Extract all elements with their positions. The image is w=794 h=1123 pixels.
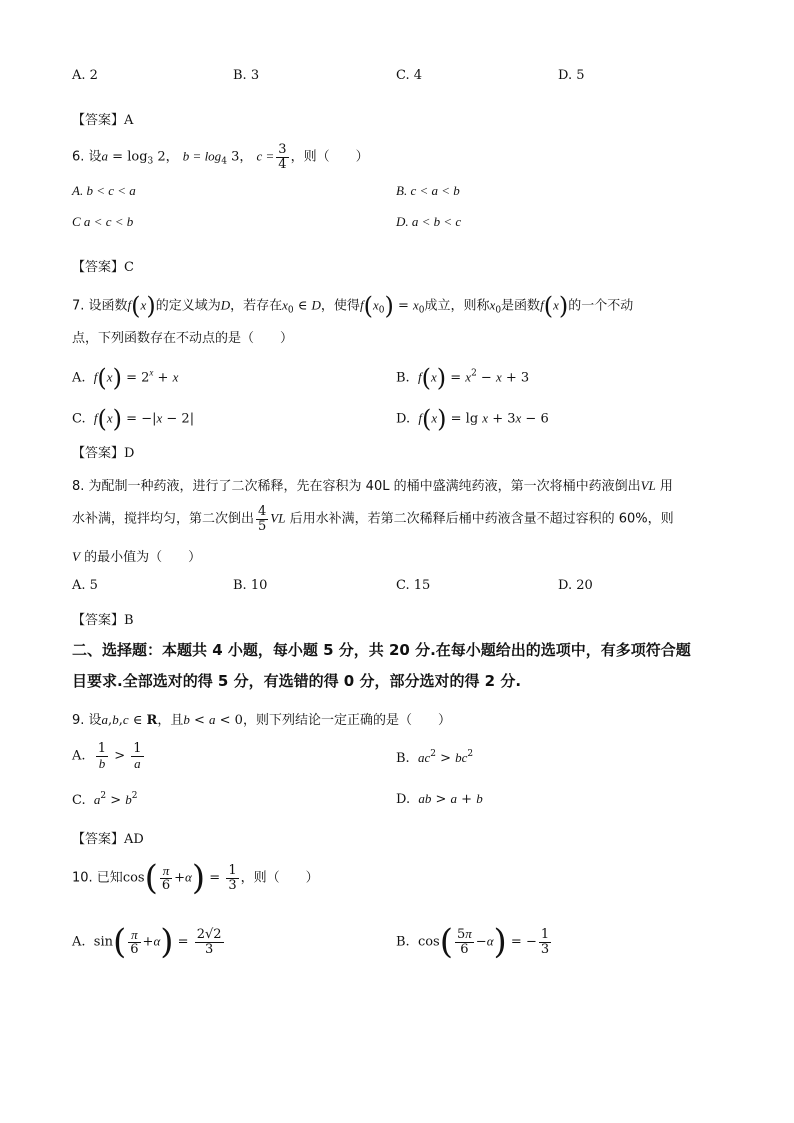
q6-tail: ，则（ ） (290, 149, 369, 165)
answer-tag: 【答案】 (72, 113, 125, 128)
q6-c-def: c = (256, 148, 275, 164)
q6-b-arg: 3， (231, 149, 253, 165)
q5-option-b: B. 3 (233, 68, 260, 83)
q5-answer (72, 109, 133, 128)
q9-stem: 9. 设a,b,c ∈ R，且b < a < 0，则下列结论一定正确的是（ ） (72, 712, 451, 728)
q7-stem-line2: 点，下列函数存在不动点的是（ ） (72, 331, 294, 346)
q5-option-c: C. 4 (396, 68, 423, 83)
q6-stem: 6. 设$a = \log_3 2$， $b = \log_4 3$， c = $\frac{3}{4}$ ，则（ ） (72, 142, 369, 172)
q8-stem-line2: 水补满，搅拌均匀，第二次倒出 $\frac{4}{5}$ VL 后用水补满，若第二次稀释后桶中药液含量不超过容积的 60%，则 (72, 504, 674, 534)
q6-b-def: b = log (182, 148, 222, 164)
q7-answer: 【答案】D (72, 446, 135, 461)
q5-option-a: A. 2 (72, 68, 98, 83)
q9-option-a: A. $\frac{1}{b}$ > $\frac{1}{a}$ (72, 741, 142, 771)
answer-value: A (124, 113, 134, 128)
q6-option-d: D. a < b < c (396, 214, 462, 229)
q6-option-c: C a < c < b (72, 214, 134, 229)
section2-heading-line1: 二、选择题：本题共 4 小题，每小题 5 分，共 20 分.在每小题给出的选项中，有多项符合题 (72, 641, 691, 659)
q6-b-base: 4 (221, 156, 227, 167)
q6-option-a: A. b < c < a (72, 183, 136, 198)
q9-option-d: D. ab > a + b (396, 791, 483, 807)
q7-stem-line1: 7. 设函数f(x)的定义域为D，若存在$x_0$ ∈ D，使得$f(x_0) = x_0$成立，则称$x_0$是函数f(x)的一个不动 (72, 292, 634, 320)
q9-answer: 【答案】AD (72, 832, 144, 847)
q6-c-fraction: $\frac{3}{4}$ (278, 142, 287, 172)
q8-option-d: D. 20 (558, 578, 593, 593)
q8-fraction: $\frac{4}{5}$ (258, 504, 267, 534)
q6-answer: 【答案】C (72, 260, 134, 275)
q10-option-b: B. cos( $\frac{5\pi}{6}$ −α) = − $\frac{1}{3}$ (396, 922, 550, 962)
q7-option-a: A. $f(x) = 2^x + x$ (72, 364, 179, 392)
q8-stem-line3: V 的最小值为（ ） (72, 549, 202, 565)
q6-number: 6. 设 (72, 149, 102, 165)
q5-option-d: D. 5 (558, 68, 585, 83)
q9-option-c: C. $a^2 > b^2$ (72, 791, 138, 808)
q8-answer: 【答案】B (72, 613, 134, 628)
q10-stem: 10. 已知cos( $\frac{\pi}{6}$ +α) = $\frac{1}{3}$ ，则（ ） (72, 858, 319, 898)
section2-heading-line2: 目要求.全部选对的得 5 分，有选错的得 0 分，部分选对的得 2 分. (72, 672, 522, 690)
q8-option-b: B. 10 (233, 578, 268, 593)
q8-option-a: A. 5 (72, 578, 98, 593)
q6-option-b: B. c < a < b (396, 183, 460, 198)
q8-option-c: C. 15 (396, 578, 431, 593)
q10-option-a: A. sin( $\frac{\pi}{6}$ +α) = $\frac{2√2}{3}$ (72, 922, 222, 962)
q7-option-b: B. $f(x) = x^2 - x + 3$ (396, 364, 530, 392)
q7-option-c: C. f(x) = −|x − 2| (72, 405, 195, 433)
q8-stem-line1: 8. 为配制一种药液，进行了二次稀释，先在容积为 40L 的桶中盛满纯药液，第一次将桶中药液倒出VL 用 (72, 478, 673, 494)
q7-option-d: D. f(x) = lg x + 3x − 6 (396, 405, 549, 433)
q9-option-b: B. $ac^2 > bc^2$ (396, 749, 474, 766)
